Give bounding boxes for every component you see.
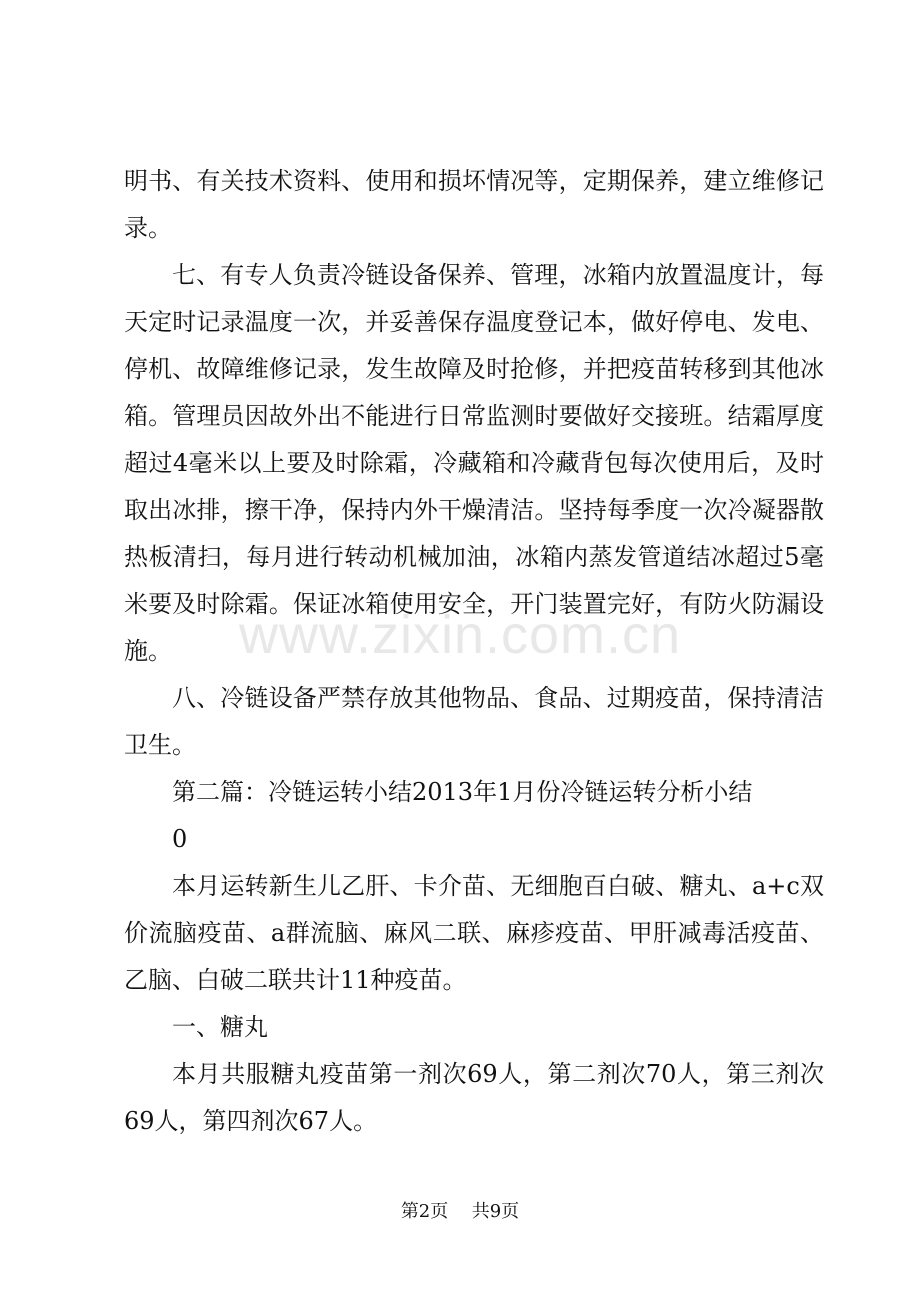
subheading-tangwan: 一、糖丸 (172, 1013, 268, 1041)
paragraph-1: 明书、有关技术资料、使用和损坏情况等，定期保养，建立维修记录。 (124, 167, 824, 242)
section-heading: 第二篇：冷链运转小结2013年1月份冷链运转分析小结 (172, 778, 753, 806)
section-number: 0 (172, 825, 188, 853)
paragraph-3: 八、冷链设备严禁存放其他物品、食品、过期疫苗，保持清洁卫生。 (124, 684, 824, 759)
paragraph-2: 七、有专人负责冷链设备保养、管理，冰箱内放置温度计，每天定时记录温度一次，并妥善保存温度登记本，做好停电、发电、停机、故障维修记录，发生故障及时抢修，并把疫苗转移到其他冰箱。管理员因故外出不能进行日常监测时要做好交接班。结霜厚度超过4毫米以上要及时除霜，冷藏箱和冷藏背包每次使用后，及时取出冰排，擦干净，保持内外干燥清洁。坚持每季度一次冷凝器散热板清扫，每月进行转动机械加油，冰箱内蒸发管道结冰超过5毫米要及时除霜。保证冰箱使用安全，开门装置完好，有防火防漏设施。 (124, 261, 824, 665)
page-total: 共9页 (471, 1201, 520, 1222)
document-body (124, 158, 824, 1145)
watermark: www.zixin.com.cn (238, 605, 682, 665)
page-number: 第2页 (400, 1201, 449, 1222)
paragraph-4: 本月运转新生儿乙肝、卡介苗、无细胞百白破、糖丸、a+c双价流脑疫苗、a群流脑、麻风二联、麻疹疫苗、甲肝减毒活疫苗、乙脑、白破二联共计11种疫苗。 (124, 872, 824, 994)
page-footer (0, 1198, 920, 1226)
paragraph-5: 本月共服糖丸疫苗第一剂次69人，第二剂次70人，第三剂次69人，第四剂次67人。 (124, 1060, 824, 1135)
